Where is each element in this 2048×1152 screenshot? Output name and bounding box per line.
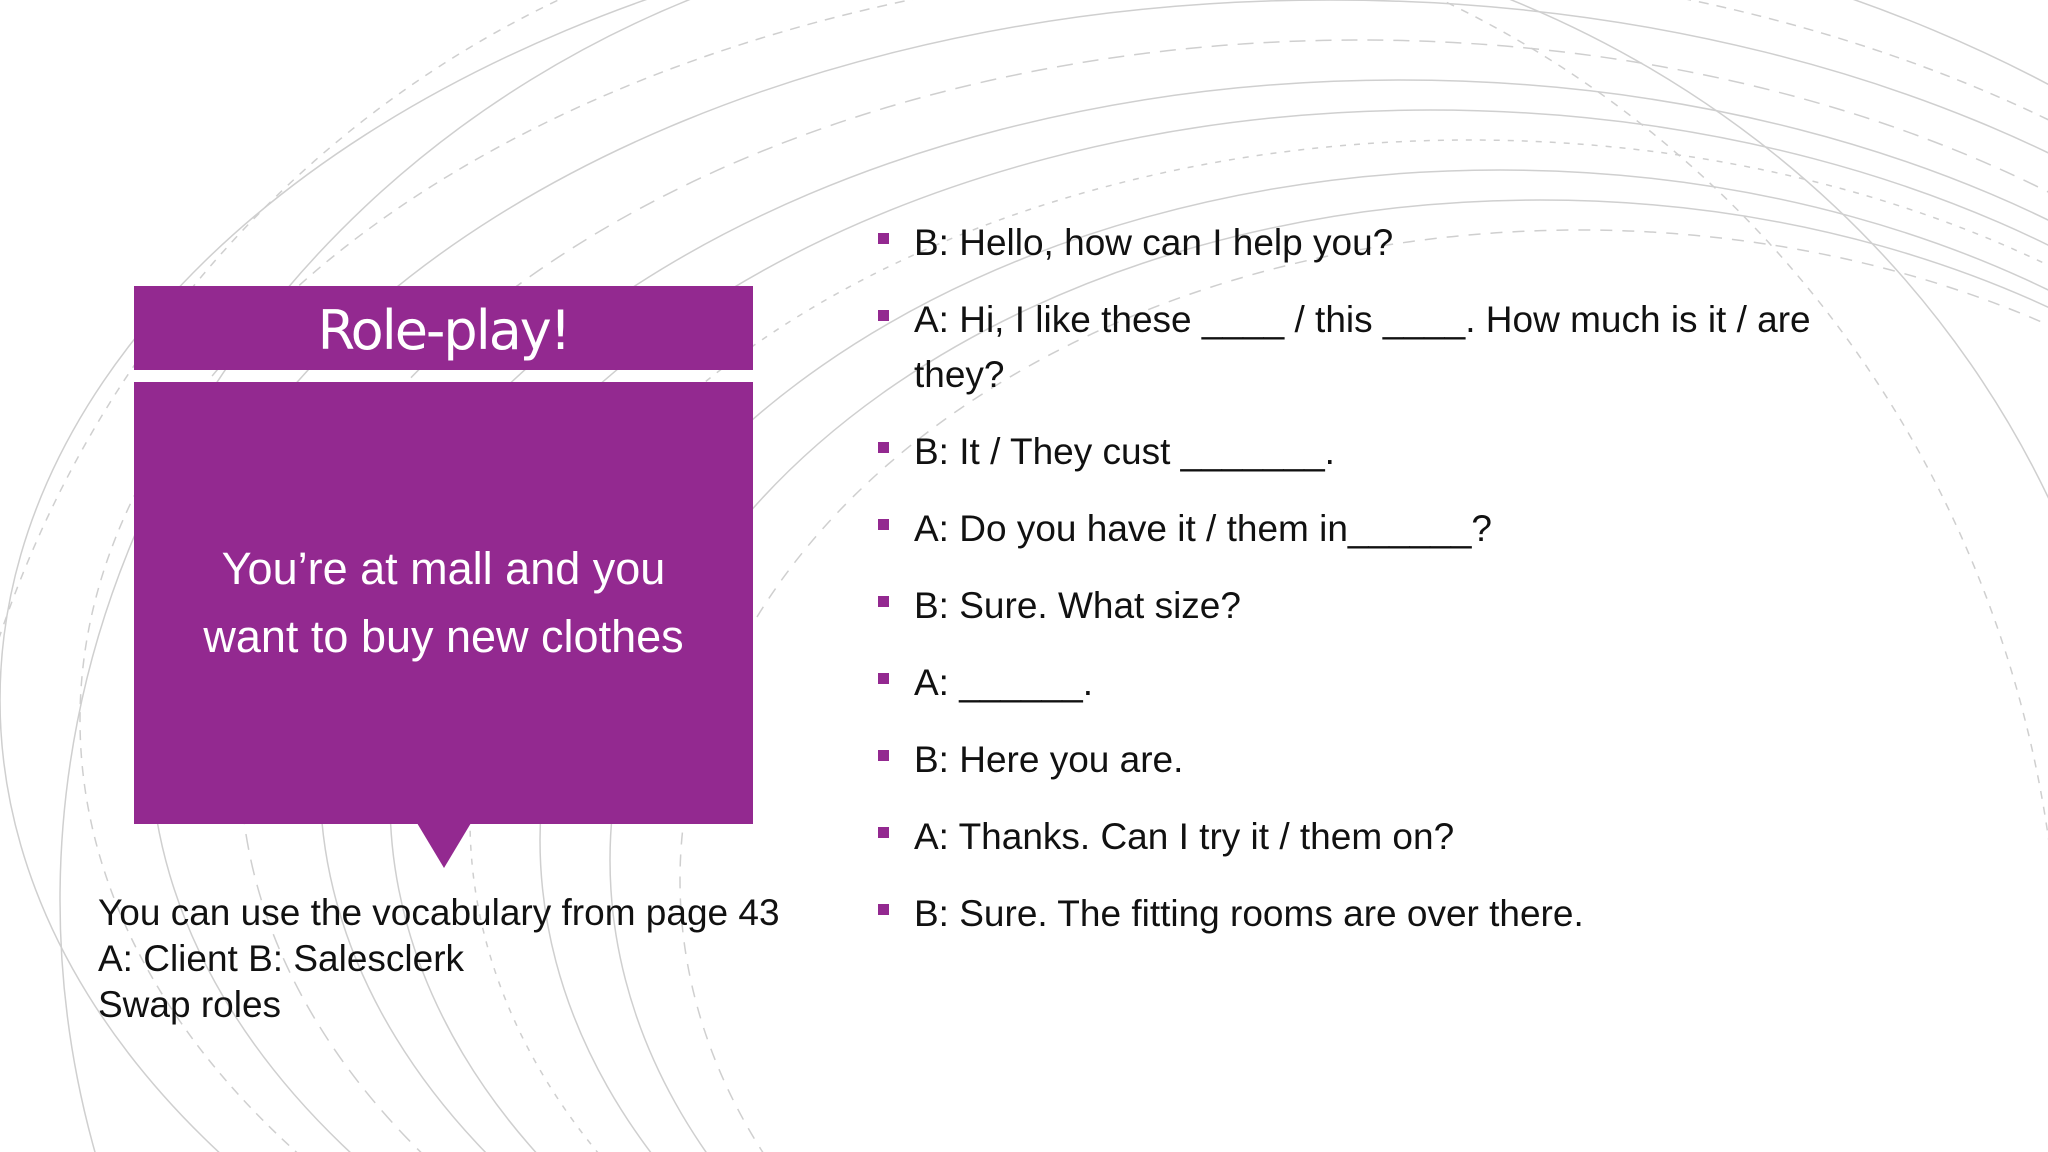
dialogue-line [878,578,1908,633]
dialogue-line [878,292,1908,402]
dialogue-text: B: Sure. What size? [914,585,1241,626]
callout-text [174,535,714,671]
dialogue-line [878,809,1908,864]
dialogue-text: A: ______. [914,662,1093,703]
callout-line: You’re at mall and you [221,543,666,594]
dialogue-text: B: Here you are. [914,739,1184,780]
callout-pointer [417,823,471,868]
dialogue-list [878,215,1908,963]
dialogue-text: B: It / They cust _______. [914,431,1335,472]
dialogue-line [878,424,1908,479]
square-bullet-icon [878,904,889,915]
note-line: A: Client B: Salesclerk [98,938,465,979]
dialogue-text: A: Hi, I like these ____ / this ____. How much is it / are they? [914,299,1811,395]
dialogue-line [878,215,1908,270]
square-bullet-icon [878,673,889,684]
square-bullet-icon [878,596,889,607]
dialogue-line [878,732,1908,787]
note-line: You can use the vocabulary from page 43 [98,892,780,933]
callout-line: want to buy new clothes [203,611,684,662]
dialogue-line [878,655,1908,710]
square-bullet-icon [878,233,889,244]
square-bullet-icon [878,750,889,761]
callout-title-box [134,286,753,370]
dialogue-line [878,501,1908,556]
square-bullet-icon [878,827,889,838]
note-line: Swap roles [98,984,282,1025]
callout-title: Role-play! [317,298,570,362]
square-bullet-icon [878,310,889,321]
dialogue-text: B: Sure. The fitting rooms are over there. [914,893,1584,934]
dialogue-line [878,886,1908,941]
dialogue-text: A: Do you have it / them in______? [914,508,1492,549]
dialogue-text: B: Hello, how can I help you? [914,222,1394,263]
instructions-notes [98,890,818,1028]
square-bullet-icon [878,519,889,530]
square-bullet-icon [878,442,889,453]
callout-box [134,382,753,824]
dialogue-text: A: Thanks. Can I try it / them on? [914,816,1455,857]
